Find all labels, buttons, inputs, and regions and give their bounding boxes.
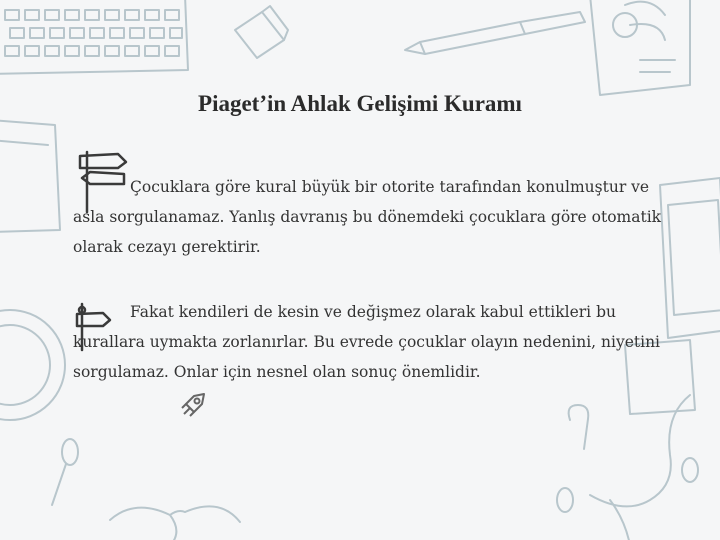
- earphones-icon: [557, 395, 698, 540]
- book-icon: [0, 120, 60, 232]
- slide-title: Piaget’in Ahlak Gelişimi Kuramı: [198, 91, 522, 116]
- rocket-icon: [180, 390, 208, 418]
- keyboard-icon: [0, 0, 188, 74]
- paragraph-1: Çocuklara göre kural büyük bir otorite tarafından konulmuştur ve asla sorgulanamaz. Yanlış davranış bu dönemdeki çocuklara göre otomatik olarak cezayı gerektirir.: [73, 178, 662, 256]
- paragraph-2: Fakat kendileri de kesin ve değişmez olarak kabul ettikleri bu kurallara uymakta zorlanırlar. Bu evrede çocuklar olayın nedenini, niyetini sorgulamaz. Onlar için nesnel olan sonuç önemlidir.: [73, 303, 661, 381]
- paperclip-icon: [569, 405, 589, 449]
- glasses-icon: [110, 506, 240, 540]
- spoon-icon: [52, 439, 78, 505]
- pen-icon: [405, 12, 585, 54]
- notebook-icon: [590, 0, 690, 95]
- usb-drive-icon: [235, 6, 288, 58]
- coffee-cup-icon: [0, 310, 65, 420]
